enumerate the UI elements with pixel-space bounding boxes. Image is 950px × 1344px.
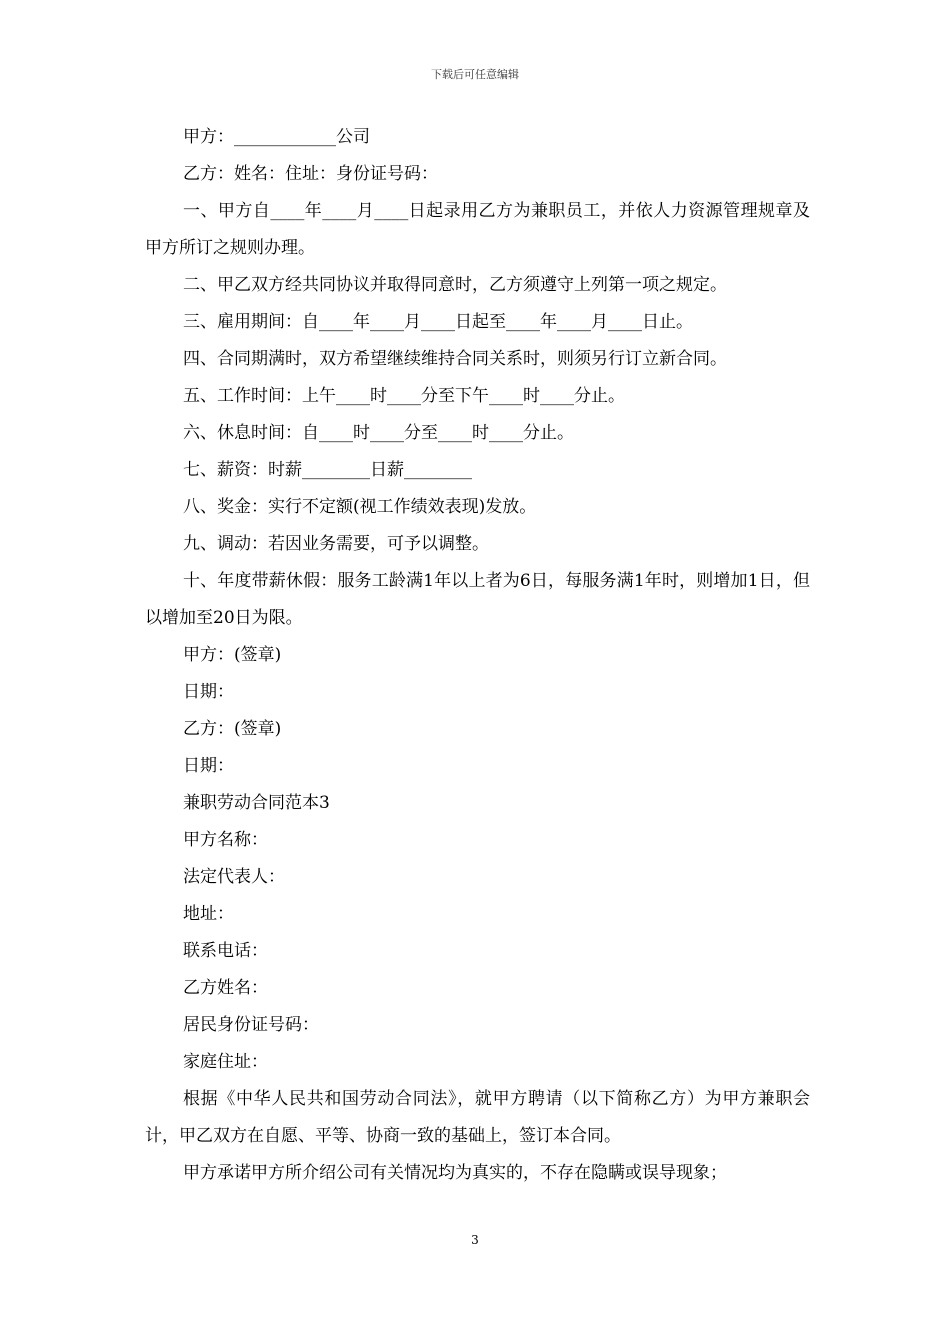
field-legal-representative: 法定代表人： — [183, 867, 285, 887]
paragraph-clause-8: 八、奖金：实行不定额(视工作绩效表现)发放。 — [183, 497, 537, 517]
field-party-a-name: 甲方名称： — [183, 830, 268, 850]
document-body — [145, 119, 810, 1192]
paragraph-commitment: 甲方承诺甲方所介绍公司有关情况均为真实的，不存在隐瞒或误导现象； — [183, 1163, 727, 1183]
paragraph-clause-1: 一、甲方自____年____月____日起录用乙方为兼职员工，并依人力资源管理规章及甲方所订之规则办理。 — [145, 201, 810, 258]
signature-party-b: 乙方：(签章) — [183, 719, 282, 739]
field-phone: 联系电话： — [183, 941, 268, 961]
paragraph-party-a: 甲方：____________公司 — [183, 127, 370, 147]
paragraph-clause-3: 三、雇用期间：自____年____月____日起至____年____月____日止。 — [183, 312, 693, 332]
paragraph-clause-4: 四、合同期满时，双方希望继续维持合同关系时，则须另行订立新合同。 — [183, 349, 727, 369]
paragraph-preamble: 根据《中华人民共和国劳动合同法》，就甲方聘请（以下简称乙方）为甲方兼职会计，甲乙双方在自愿、平等、协商一致的基础上，签订本合同。 — [145, 1089, 810, 1146]
field-id-number: 居民身份证号码： — [183, 1015, 319, 1035]
section-title: 兼职劳动合同范本3 — [183, 793, 330, 813]
field-address: 地址： — [183, 904, 234, 924]
paragraph-clause-7: 七、薪资：时薪________日薪________ — [183, 460, 472, 480]
paragraph-clause-6: 六、休息时间：自____时____分至____时____分止。 — [183, 423, 574, 443]
signature-date-b: 日期： — [183, 756, 234, 776]
paragraph-clause-9: 九、调动：若因业务需要，可予以调整。 — [183, 534, 489, 554]
signature-date-a: 日期： — [183, 682, 234, 702]
paragraph-clause-2: 二、甲乙双方经共同协议并取得同意时，乙方须遵守上列第一项之规定。 — [183, 275, 727, 295]
field-home-address: 家庭住址： — [183, 1052, 268, 1072]
paragraph-clause-10: 十、年度带薪休假：服务工龄满1年以上者为6日，每服务满1年时，则增加1日，但以增加至20日为限。 — [145, 571, 810, 628]
paragraph-party-b: 乙方：姓名：住址：身份证号码： — [183, 164, 438, 184]
page-header-note: 下载后可任意编辑 — [431, 68, 519, 81]
field-party-b-name: 乙方姓名： — [183, 978, 268, 998]
page-number: 3 — [471, 1233, 479, 1247]
paragraph-clause-5: 五、工作时间：上午____时____分至下午____时____分止。 — [183, 386, 625, 406]
signature-party-a: 甲方：(签章) — [183, 645, 282, 665]
